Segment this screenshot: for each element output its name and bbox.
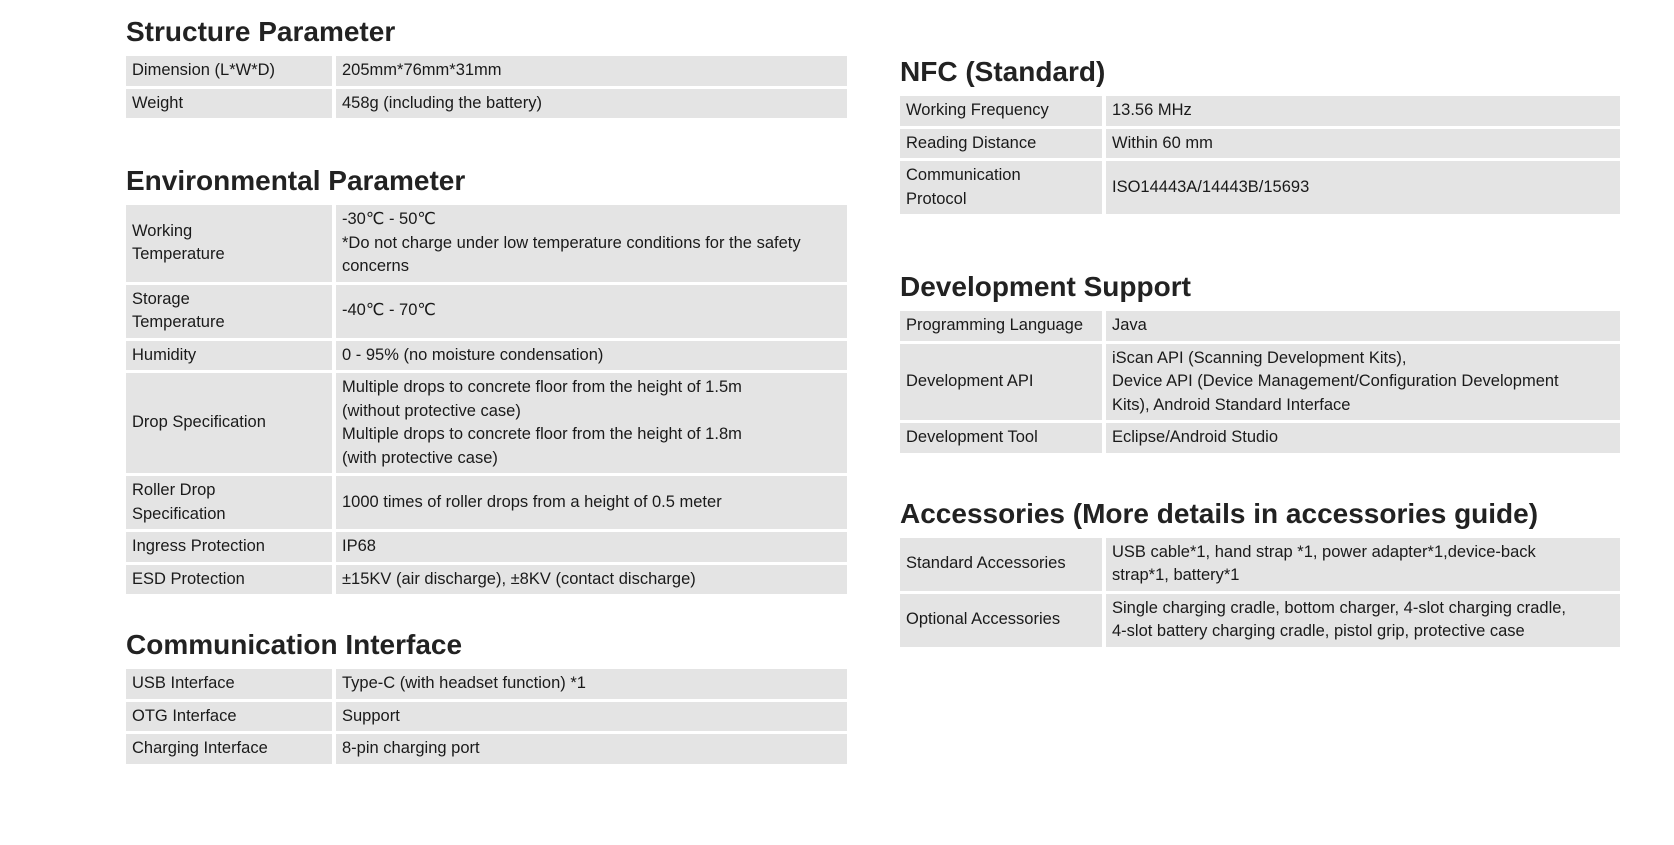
spec-value-line: *Do not charge under low temperature conditions for the safety concerns bbox=[342, 233, 801, 275]
spec-row bbox=[900, 538, 1620, 591]
spec-row bbox=[900, 129, 1620, 159]
spec-row bbox=[126, 205, 847, 282]
spec-label: Reading Distance bbox=[900, 129, 1106, 159]
spec-table bbox=[126, 666, 847, 767]
spec-value bbox=[336, 565, 847, 595]
section-title: NFC (Standard) bbox=[900, 56, 1106, 87]
communication-section bbox=[126, 627, 847, 767]
spec-label: ESD Protection bbox=[126, 565, 336, 595]
spec-label: Weight bbox=[126, 89, 336, 119]
spec-label: Ingress Protection bbox=[126, 532, 336, 562]
spec-value-line: Single charging cradle, bottom charger, 4-slot charging cradle, bbox=[1112, 598, 1566, 617]
spec-row bbox=[126, 56, 847, 86]
spec-row bbox=[126, 373, 847, 473]
spec-label: Dimension (L*W*D) bbox=[126, 56, 336, 86]
spec-value-line: Device API (Device Management/Configuration Development bbox=[1112, 372, 1559, 390]
spec-value bbox=[336, 702, 847, 732]
right-column bbox=[900, 54, 1620, 650]
spec-value-line: 0 - 95% (no moisture condensation) bbox=[342, 345, 604, 364]
spec-row bbox=[126, 734, 847, 764]
spec-value bbox=[1106, 594, 1620, 647]
spec-label: Drop Specification bbox=[126, 373, 336, 473]
spec-row bbox=[900, 344, 1620, 421]
spec-label: Working Temperature bbox=[126, 205, 336, 282]
spec-value-line: Eclipse/Android Studio bbox=[1112, 428, 1279, 446]
spec-value-line: Multiple drops to concrete floor from the height of 1.5m bbox=[342, 378, 742, 396]
spec-value bbox=[1106, 538, 1620, 591]
spec-row bbox=[126, 669, 847, 699]
spec-label: Standard Accessories bbox=[900, 538, 1106, 591]
spec-value-line: ±15KV (air discharge), ±8KV (contact discharge) bbox=[342, 569, 696, 588]
left-column bbox=[126, 14, 847, 767]
spec-value bbox=[1106, 344, 1620, 421]
spec-value-line: 205mm*76mm*31mm bbox=[342, 61, 502, 79]
spec-row bbox=[900, 311, 1620, 341]
spec-value-line: ISO14443A/14443B/15693 bbox=[1112, 177, 1310, 196]
spec-table bbox=[126, 53, 847, 121]
spec-value-line: -30℃ - 50℃ bbox=[342, 210, 436, 228]
spec-value bbox=[1106, 129, 1620, 159]
spec-label: Optional Accessories bbox=[900, 594, 1106, 647]
spec-row bbox=[900, 423, 1620, 453]
environmental-section bbox=[126, 163, 847, 597]
spec-value bbox=[336, 89, 847, 119]
spec-row bbox=[900, 161, 1620, 214]
spec-value-line: Java bbox=[1112, 316, 1147, 334]
spec-value bbox=[336, 205, 847, 282]
spec-label: OTG Interface bbox=[126, 702, 336, 732]
spec-value-line: Type-C (with headset function) *1 bbox=[342, 674, 586, 692]
spec-row bbox=[126, 285, 847, 338]
spec-value bbox=[1106, 161, 1620, 214]
section-title: Environmental Parameter bbox=[126, 165, 466, 196]
spec-value bbox=[336, 669, 847, 699]
spec-value bbox=[336, 373, 847, 473]
spec-value-line: USB cable*1, hand strap *1, power adapter*1,device-back bbox=[1112, 542, 1536, 561]
spec-row bbox=[126, 341, 847, 371]
spec-label: Humidity bbox=[126, 341, 336, 371]
spec-table bbox=[900, 308, 1620, 456]
spec-value bbox=[336, 532, 847, 562]
spec-value bbox=[336, 56, 847, 86]
nfc-section bbox=[900, 54, 1620, 217]
spec-value bbox=[336, 285, 847, 338]
development-section bbox=[900, 269, 1620, 456]
section-title: Structure Parameter bbox=[126, 16, 396, 47]
spec-value bbox=[1106, 96, 1620, 126]
spec-row bbox=[126, 89, 847, 119]
spec-table bbox=[900, 535, 1620, 650]
spec-row bbox=[126, 476, 847, 529]
spec-label: Programming Language bbox=[900, 311, 1106, 341]
spec-value-line: -40℃ - 70℃ bbox=[342, 301, 436, 320]
spec-value-line: 458g (including the battery) bbox=[342, 93, 542, 112]
spec-value bbox=[1106, 311, 1620, 341]
spec-value-line: IP68 bbox=[342, 537, 376, 555]
structure-section bbox=[126, 14, 847, 121]
spec-label: Roller Drop Specification bbox=[126, 476, 336, 529]
spec-value bbox=[336, 476, 847, 529]
spec-label: USB Interface bbox=[126, 669, 336, 699]
spec-value-line: 4-slot battery charging cradle, pistol grip, protective case bbox=[1112, 622, 1525, 640]
spec-row bbox=[126, 565, 847, 595]
spec-row bbox=[126, 532, 847, 562]
spec-row bbox=[900, 96, 1620, 126]
spec-value-line: Within 60 mm bbox=[1112, 133, 1213, 152]
spec-value bbox=[336, 341, 847, 371]
spec-value-line: Multiple drops to concrete floor from the height of 1.8m bbox=[342, 425, 742, 443]
spec-value-line: iScan API (Scanning Development Kits), bbox=[1112, 348, 1407, 367]
spec-value-line: strap*1, battery*1 bbox=[1112, 566, 1240, 584]
spec-value-line: 8-pin charging port bbox=[342, 739, 480, 757]
spec-value-line: (without protective case) bbox=[342, 401, 521, 420]
accessories-section bbox=[900, 496, 1620, 650]
spec-value-line: 13.56 MHz bbox=[1112, 101, 1192, 119]
section-title: Development Support bbox=[900, 271, 1191, 302]
spec-value-line: (with protective case) bbox=[342, 448, 498, 467]
spec-value-line: Support bbox=[342, 706, 400, 725]
spec-label: Development Tool bbox=[900, 423, 1106, 453]
spec-value-line: 1000 times of roller drops from a height of 0.5 meter bbox=[342, 492, 722, 511]
spec-value bbox=[336, 734, 847, 764]
spec-value-line: Kits), Android Standard Interface bbox=[1112, 395, 1351, 414]
spec-label: Communication Protocol bbox=[900, 161, 1106, 214]
spec-table bbox=[126, 202, 847, 597]
spec-table bbox=[900, 93, 1620, 217]
spec-value bbox=[1106, 423, 1620, 453]
section-title: Accessories (More details in accessories guide) bbox=[900, 497, 1539, 529]
spec-label: Storage Temperature bbox=[126, 285, 336, 338]
spec-label: Charging Interface bbox=[126, 734, 336, 764]
spec-row bbox=[900, 594, 1620, 647]
spec-label: Working Frequency bbox=[900, 96, 1106, 126]
spec-row bbox=[126, 702, 847, 732]
section-title: Communication Interface bbox=[126, 629, 463, 660]
spec-label: Development API bbox=[900, 344, 1106, 421]
